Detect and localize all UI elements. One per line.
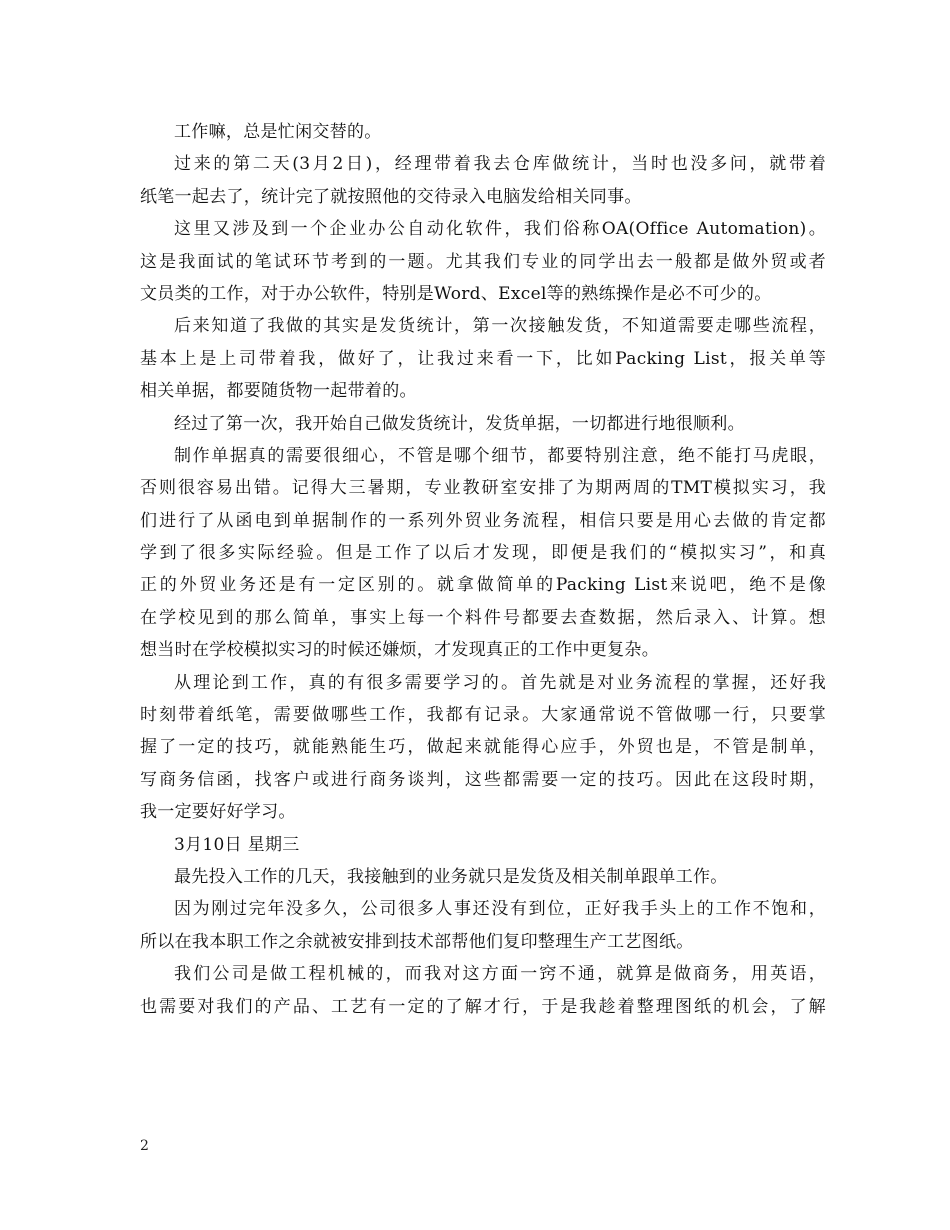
text-line: 后来知道了我做的其实是发货统计，第一次接触发货，不知道需要走哪些流程， <box>174 316 826 337</box>
text-line: 写商务信函，找客户或进行商务谈判，这些都需要一定的技巧。因此在这段时期， <box>140 769 826 790</box>
text-line: 时刻带着纸笔，需要做哪些工作，我都有记录。大家通常说不管做哪一行，只要掌 <box>140 705 826 726</box>
text-line: 正的外贸业务还是有一定区别的。就拿做简单的Packing List来说吧，绝不是像 <box>140 575 826 596</box>
text-line: 学到了很多实际经验。但是工作了以后才发现，即便是我们的“模拟实习”，和真 <box>140 543 826 564</box>
text-line: 因为刚过完年没多久，公司很多人事还没有到位，正好我手头上的工作不饱和， <box>174 899 826 920</box>
text-line: 握了一定的技巧，就能熟能生巧，做起来就能得心应手，外贸也是，不管是制单， <box>140 737 826 758</box>
text-line: 过来的第二天(3月2日)，经理带着我去仓库做统计，当时也没多问，就带着 <box>174 154 826 175</box>
text-line: 3月10日 星期三 <box>174 834 300 855</box>
text-line: 这里又涉及到一个企业办公自动化软件，我们俗称OA(Office Automation)。 <box>174 219 826 240</box>
text-line: 我们公司是做工程机械的，而我对这方面一窍不通，就算是做商务，用英语， <box>174 964 826 985</box>
text-line: 最先投入工作的几天，我接触到的业务就只是发货及相关制单跟单工作。 <box>174 866 728 887</box>
text-line: 相关单据，都要随货物一起带着的。 <box>140 381 417 402</box>
text-line: 从理论到工作，真的有很多需要学习的。首先就是对业务流程的掌握，还好我 <box>174 672 826 693</box>
text-line: 也需要对我们的产品、工艺有一定的了解才行，于是我趁着整理图纸的机会，了解 <box>140 996 826 1017</box>
text-line: 基本上是上司带着我，做好了，让我过来看一下，比如Packing List，报关单等 <box>140 348 826 369</box>
text-line: 想当时在学校模拟实习的时候还嫌烦，才发现真正的工作中更复杂。 <box>140 640 659 661</box>
document-body <box>140 116 826 1023</box>
text-line: 们进行了从函电到单据制作的一系列外贸业务流程，相信只要是用心去做的肯定都 <box>140 510 826 531</box>
page-number: 2 <box>140 1138 149 1154</box>
text-line: 我一定要好好学习。 <box>140 802 296 823</box>
text-line: 所以在我本职工作之余就被安排到技术部帮他们复印整理生产工艺图纸。 <box>140 931 694 952</box>
text-line: 制作单据真的需要很细心，不管是哪个细节，都要特别注意，绝不能打马虎眼， <box>174 445 826 466</box>
text-line: 文员类的工作，对于办公软件，特别是Word、Excel等的熟练操作是必不可少的。 <box>140 283 772 304</box>
text-line: 在学校见到的那么简单，事实上每一个料件号都要去查数据，然后录入、计算。想 <box>140 607 826 628</box>
text-line: 这是我面试的笔试环节考到的一题。尤其我们专业的同学出去一般都是做外贸或者 <box>140 251 826 272</box>
text-line: 否则很容易出错。记得大三暑期，专业教研室安排了为期两周的TMT模拟实习，我 <box>140 478 826 499</box>
text-line: 经过了第一次，我开始自己做发货统计，发货单据，一切都进行地很顺利。 <box>174 413 745 434</box>
text-line: 工作嘛，总是忙闲交替的。 <box>174 122 382 142</box>
text-line: 纸笔一起去了，统计完了就按照他的交待录入电脑发给相关同事。 <box>140 186 642 207</box>
